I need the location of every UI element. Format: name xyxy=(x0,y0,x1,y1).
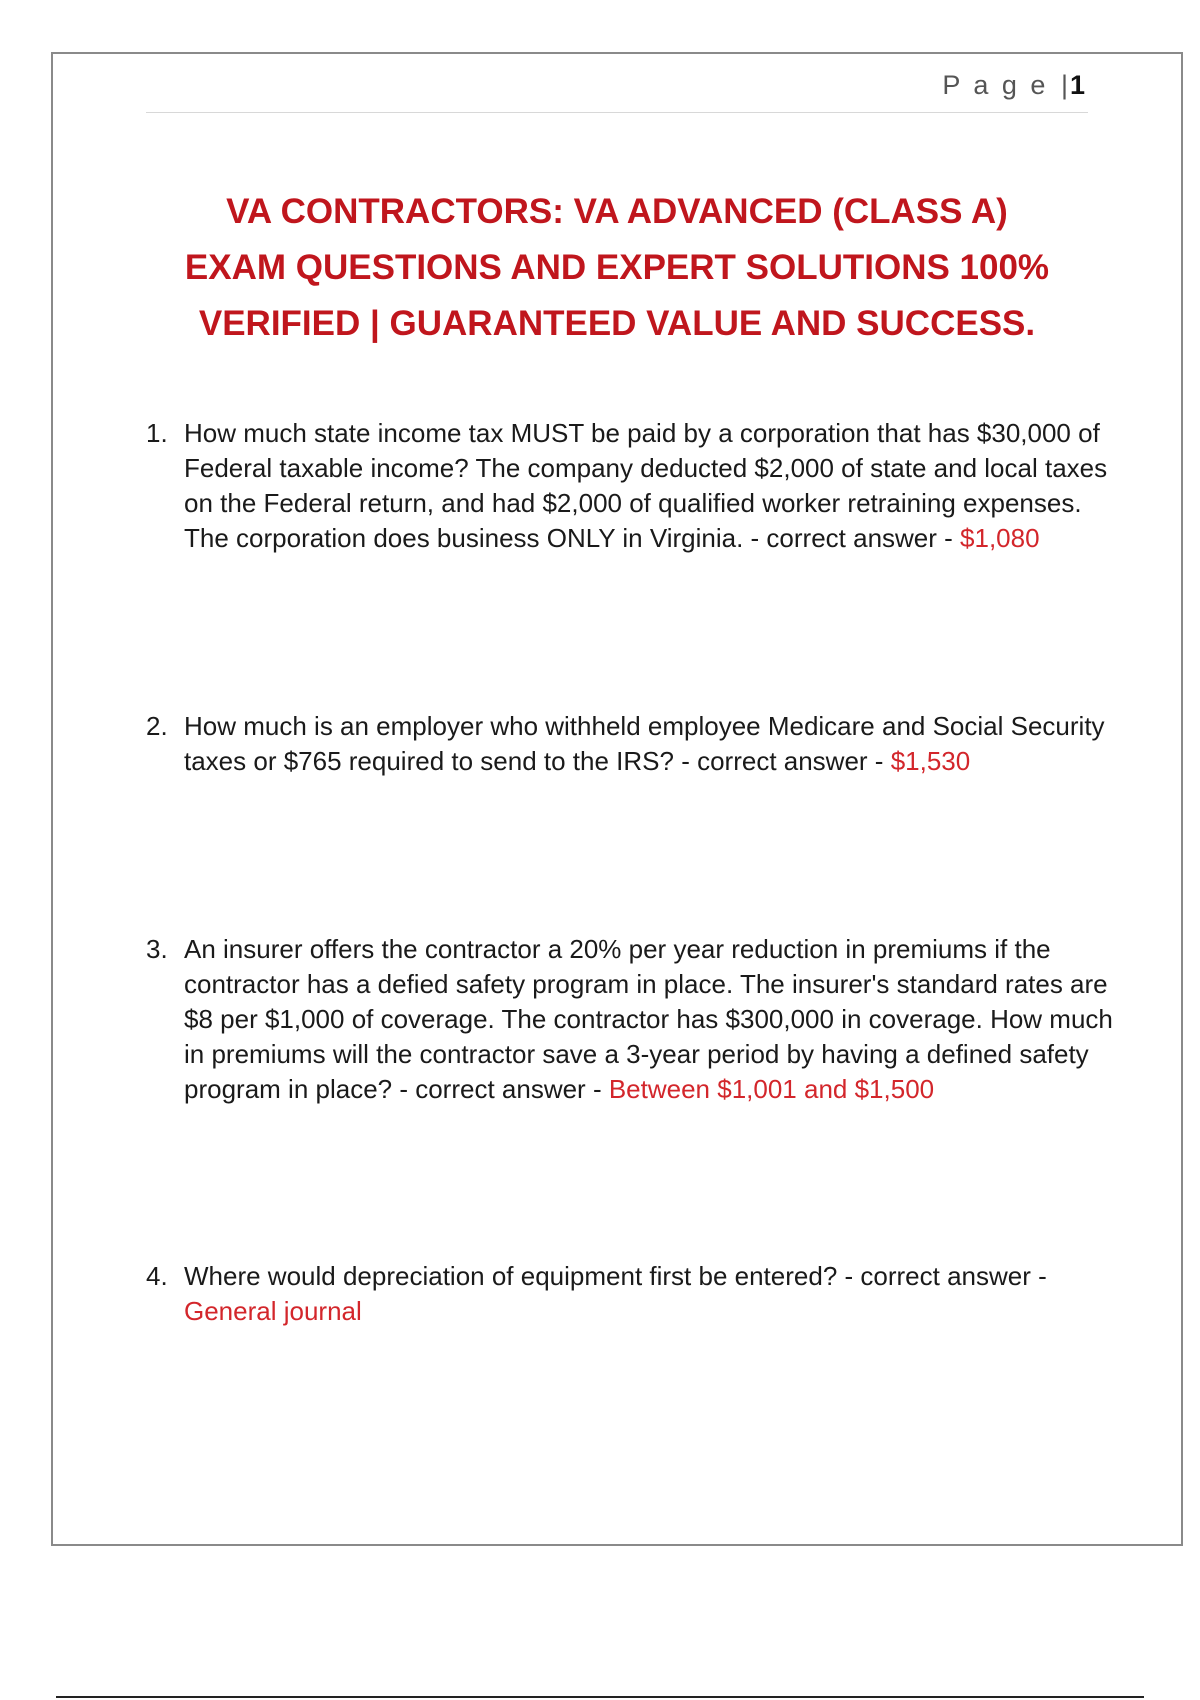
question-text: How much state income tax MUST be paid by a corporation that has $30,000 of Federal taxable income? The company deducted $2,000 of state and local taxes on the Federal return, and had $2,000 of qualified worker retraining expenses. The corporation does business ONLY in Virginia. - correct answer - xyxy=(184,418,1108,553)
question-item-2 xyxy=(146,709,1131,779)
correct-answer: Between $1,001 and $1,500 xyxy=(608,1074,935,1104)
correct-answer: $1,080 xyxy=(960,523,1040,553)
question-item-4 xyxy=(146,1259,1131,1329)
question-item-1 xyxy=(146,416,1131,556)
question-body xyxy=(184,709,1131,779)
page-separator: | xyxy=(1060,70,1068,100)
page-number xyxy=(942,70,1085,101)
title-line: VERIFIED | GUARANTEED VALUE AND SUCCESS. xyxy=(198,304,1036,343)
question-number: 3. xyxy=(146,934,168,964)
question-body xyxy=(184,1259,1131,1329)
page-label: P a g e xyxy=(942,70,1049,100)
question-number: 2. xyxy=(146,711,168,741)
page-frame xyxy=(51,52,1183,1546)
correct-answer: General journal xyxy=(184,1296,362,1326)
document-title xyxy=(113,184,1121,352)
question-text: How much is an employer who withheld employee Medicare and Social Security taxes or $765 required to send to the IRS? - correct answer - xyxy=(184,711,1105,776)
question-item-3 xyxy=(146,932,1131,1107)
page-number-value: 1 xyxy=(1069,70,1085,100)
question-body xyxy=(184,932,1131,1107)
header-rule xyxy=(146,112,1088,113)
question-number: 4. xyxy=(146,1261,168,1291)
question-number: 1. xyxy=(146,418,168,448)
title-line: VA CONTRACTORS: VA ADVANCED (CLASS A) xyxy=(226,192,1008,231)
question-text: An insurer offers the contractor a 20% per year reduction in premiums if the contractor has a defied safety program in place. The insurer's standard rates are $8 per $1,000 of coverage. The contractor has $300,000 in coverage. How much in premiums will the contractor save a 3-year period by having a defined safety program in place? - correct answer - xyxy=(184,934,1113,1104)
question-text: Where would depreciation of equipment first be entered? - correct answer - xyxy=(184,1261,1047,1291)
question-body xyxy=(184,416,1131,556)
bottom-rule xyxy=(56,1696,1144,1698)
correct-answer: $1,530 xyxy=(890,746,971,776)
title-line: EXAM QUESTIONS AND EXPERT SOLUTIONS 100% xyxy=(184,248,1050,287)
